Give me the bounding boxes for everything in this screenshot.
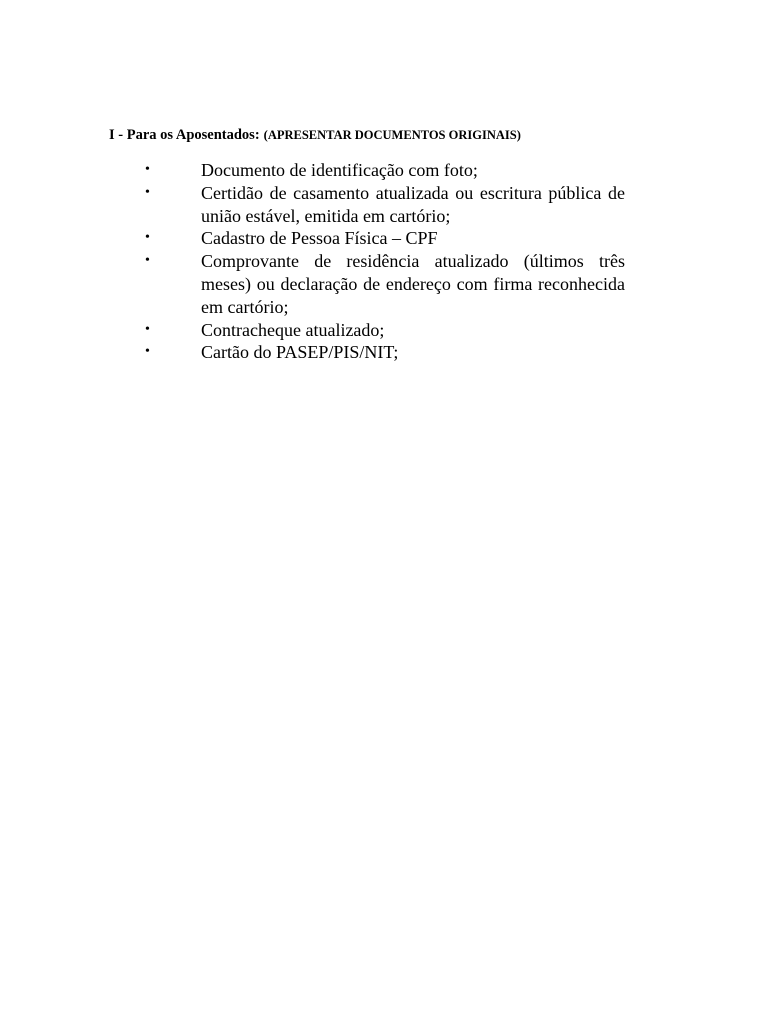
section-heading [109, 126, 521, 144]
heading-title: I - Para os Aposentados: [109, 127, 260, 143]
bullet-icon: • [145, 162, 150, 177]
bullet-icon: • [145, 230, 150, 246]
list-item [145, 250, 625, 318]
list-item [145, 159, 625, 182]
list-item-text: Certidão de casamento atualizada ou escritura pública de união estável, emitida em cartório; [201, 182, 625, 226]
list-item-text: Cadastro de Pessoa Física – CPF [201, 228, 438, 249]
list-item-text: Cartão do PASEP/PIS/NIT; [201, 342, 399, 363]
bullet-icon: • [145, 321, 150, 337]
bullet-icon: • [145, 253, 150, 269]
list-item [145, 319, 625, 342]
heading-note: (APRESENTAR DOCUMENTOS ORIGINAIS) [263, 128, 521, 142]
list-item [145, 341, 625, 364]
list-item [145, 182, 625, 228]
list-item [145, 227, 625, 250]
bullet-icon: • [145, 344, 150, 360]
required-documents-list [145, 159, 625, 364]
bullet-icon: • [145, 184, 150, 200]
list-item-text: Contracheque atualizado; [201, 319, 385, 340]
list-item-text: Comprovante de residência atualizado (últimos três meses) ou declaração de endereço com firma reconhecida em cartório; [201, 251, 625, 317]
list-item-text: Documento de identificação com foto; [201, 160, 478, 180]
